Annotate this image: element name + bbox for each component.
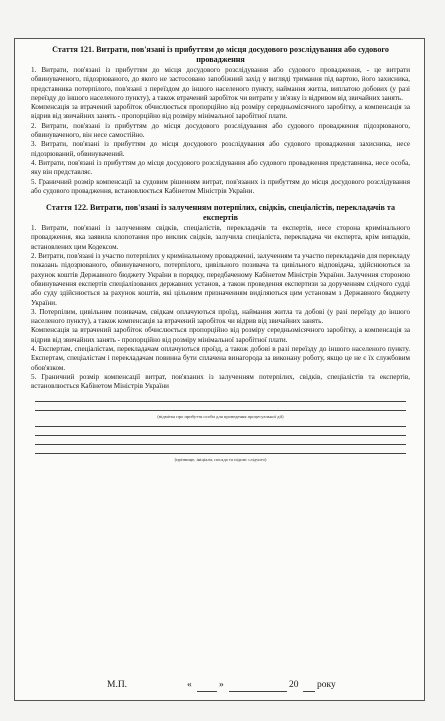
article-122-paragraph: 4. Експертам, спеціалістам, перекладачам оплачуються проїзд, а також добові в разі переїзду до іншого населеного пункту. Експертам, спеціалістам і перекладачам повинна бути сплачена винагорода за виконану роботу, якщо це не є їх службовим обов'язком. <box>31 345 410 372</box>
article-121-paragraph: 4. Витрати, пов'язані із прибуттям до місця досудового розслідування або судового провадження представника, несе особа, яку він представляє. <box>31 158 410 177</box>
stamp-date-row <box>15 680 424 694</box>
article-121-paragraph: 5. Граничний розмір компенсації за судовим рішенням витрат, пов'язаних із прибуттям до місця досудового розслідування або судового провадження, встановлюється Кабінетом Міністрів України. <box>31 177 410 195</box>
year-word: року <box>317 680 336 690</box>
article-121-paragraph: 3. Витрати, пов'язані із прибуттям до місця досудового розслідування або судового провадження захисника, несе підозрюваний, обвинувачений. <box>31 140 410 158</box>
date-quote-close: » <box>219 680 224 690</box>
document-page <box>14 38 425 701</box>
arrival-mark-caption: (відмітка про прибуття особи для проведення процесуальної дії) <box>157 413 284 419</box>
officer-signature-line[interactable] <box>35 453 406 454</box>
article-121-paragraph: 2. Витрати, пов'язані із прибуттям до місця досудового розслідування або судового провадження підозрюваного, обвинуваченого, він несе самостійно. <box>31 121 410 140</box>
article-121-title: Стаття 121. Витрати, пов'язані із прибуттям до місця досудового розслідування або судового провадження <box>52 45 389 64</box>
date-quote-open: « <box>187 680 192 690</box>
signature-area <box>31 401 410 463</box>
article-122-paragraph: 1. Витрати, пов'язані із залученням свідків, спеціалістів, перекладачів та експертів, несе сторона кримінального провадження, яка заявила клопотання про виклик свідків, залучила спеціаліста, перекладача чи експерта, крім випадків, встановлених цим Кодексом. <box>31 224 410 251</box>
year-field[interactable] <box>303 691 315 692</box>
month-field[interactable] <box>229 691 287 692</box>
article-122-paragraph: 2. Витрати, пов'язані із участю потерпілих у кримінальному провадженні, залученням та участю перекладачів для перекладу показань підозрюваного, обвинуваченого, потерпілого, цивільного позивача та цивільного відповідача, здійснюються за рахунок коштів Державного бюджету України в порядку, передбаченому Кабінетом Міністрів України. Залучення стороною обвинувачення експертів спеціалізованих державних установ, а також проведення експертизи за дорученням слідчого судді або суду здійснюється за рахунок коштів, які цільовим призначенням виділяються цим установам з Державного бюджету України. <box>31 252 410 307</box>
day-field[interactable] <box>197 691 217 692</box>
stamp-label: М.П. <box>107 680 128 690</box>
article-121-paragraph: Компенсація за втрачений заробіток обчислюється пропорційно від розміру середньомісячного заробітку, а компенсація за відрив від звичайних занять - пропорційно від розміру мінімальної заробітної плати. <box>31 103 410 121</box>
arrival-mark-line[interactable] <box>35 410 406 411</box>
article-122-paragraph: 3. Потерпілим, цивільним позивачам, свідкам оплачуються проїзд, наймання житла та добові (у разі переїзду до іншого населеного пункту), а також компенсація за втрачений заробіток чи відрив від звичайних занять. <box>31 307 410 326</box>
year-prefix: 20 <box>289 680 299 690</box>
article-121-paragraph: 1. Витрати, пов'язані із прибуттям до місця досудового розслідування або судового провадження, - це витрати обвинуваченого, підозрюваного, до якого не застосовано запобіжний захід у вигляді тримання під вартою, його захисника, представника потерпілого, пов'язані з переїздом до іншого населеного пункту, наймання житла, виплатою добових (у разі переїзду до іншого населеного пункту), а також втрачений заробіток чи витрати у зв'язку із відривом від звичайних занять. <box>31 66 410 102</box>
article-122-paragraph: Компенсація за втрачений заробіток обчислюється пропорційно від розміру середньомісячного заробітку, а компенсація за відрив від звичайних занять - пропорційно від розміру мінімальної заробітної плати. <box>31 326 410 344</box>
article-122-paragraph: 5. Граничний розмір компенсації витрат, пов'язаних із залученням потерпілих, свідків, спеціалістів та експертів, встановлюється Кабінетом Міністрів України <box>31 372 410 391</box>
article-122-title: Стаття 122. Витрати, пов'язані із залученням потерпілих, свідків, спеціалістів, перекладачів та експертів <box>45 203 396 223</box>
officer-signature-caption: (прізвище, ініціали, посада та підпис слідчого) <box>174 456 267 462</box>
